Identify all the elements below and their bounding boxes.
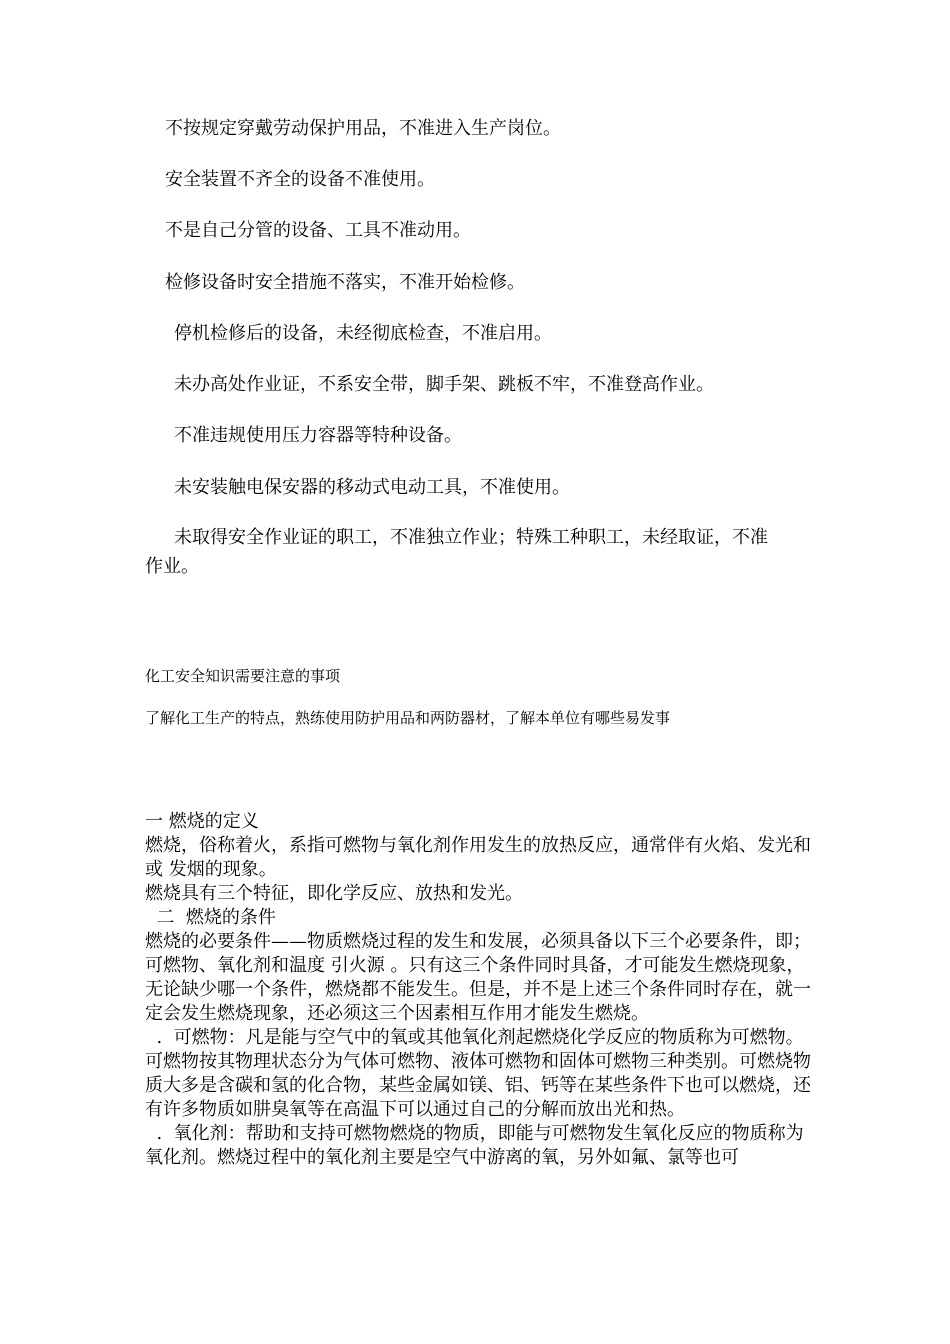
rule-item: 不按规定穿戴劳动保护用品，不准进入生产岗位。 <box>165 118 561 139</box>
intro-paragraph: 了解化工生产的特点，熟练使用防护用品和两防器材，了解本单位有哪些易发事 <box>145 709 671 727</box>
rule-item: 安全装置不齐全的设备不准使用。 <box>165 169 435 190</box>
paragraph: 燃烧的必要条件——物质燃烧过程的发生和发展，必须具备以下三个必要条件，即；可燃物、氧化剂和温度 引火源 。只有这三个条件同时具备，才可能发生燃烧现象，无论缺少哪一个条件，燃烧都不能发生。但是，并不是上述三个条件同时存在，就一定会发生燃烧现象，还必须这三个因素相互作用才能发生燃烧。 <box>145 931 811 1024</box>
body-text <box>145 810 820 1170</box>
rule-item: 不准违规使用压力容器等特种设备。 <box>174 425 462 446</box>
heading-combustion-definition: 一 燃烧的定义 <box>145 811 259 832</box>
paragraph: 燃烧具有三个特征，即化学反应、放热和发光。 <box>145 883 523 904</box>
paragraph: 燃烧，俗称着火，系指可燃物与氧化剂作用发生的放热反应，通常伴有火焰、发光和 或 发烟的现象。 <box>145 835 811 880</box>
paragraph: . 可燃物：凡是能与空气中的氧或其他氧化剂起燃烧化学反应的物质称为可燃物。可燃物按其物理状态分为气体可燃物、液体可燃物和固体可燃物三种类别。可燃烧物质大多是含碳和氢的化合物，某些金属如镁、铝、钙等在某些条件下也可以燃烧，还有许多物质如肼臭氧等在高温下可以通过自己的分解而放出光和热。 <box>145 1027 811 1120</box>
rule-item: 不是自己分管的设备、工具不准动用。 <box>165 220 471 241</box>
rule-item: 未办高处作业证，不系安全带，脚手架、跳板不牢，不准登高作业。 <box>174 374 714 395</box>
rule-item: 未取得安全作业证的职工，不准独立作业；特殊工种职工，未经取证，不准 <box>174 527 768 548</box>
rule-item-continuation: 作业。 <box>145 556 199 577</box>
rule-item: 停机检修后的设备，未经彻底检查，不准启用。 <box>174 323 552 344</box>
paragraph: . 氧化剂：帮助和支持可燃物燃烧的物质，即能与可燃物发生氧化反应的物质称为氧化剂。燃烧过程中的氧化剂主要是空气中游离的氧，另外如氟、氯等也可 <box>145 1123 804 1168</box>
section-title: 化工安全知识需要注意的事项 <box>145 667 341 685</box>
rule-item: 未安装触电保安器的移动式电动工具，不准使用。 <box>174 477 570 498</box>
rule-item: 检修设备时安全措施不落实，不准开始检修。 <box>165 272 525 293</box>
heading-combustion-conditions: 二 燃烧的条件 <box>145 907 276 928</box>
